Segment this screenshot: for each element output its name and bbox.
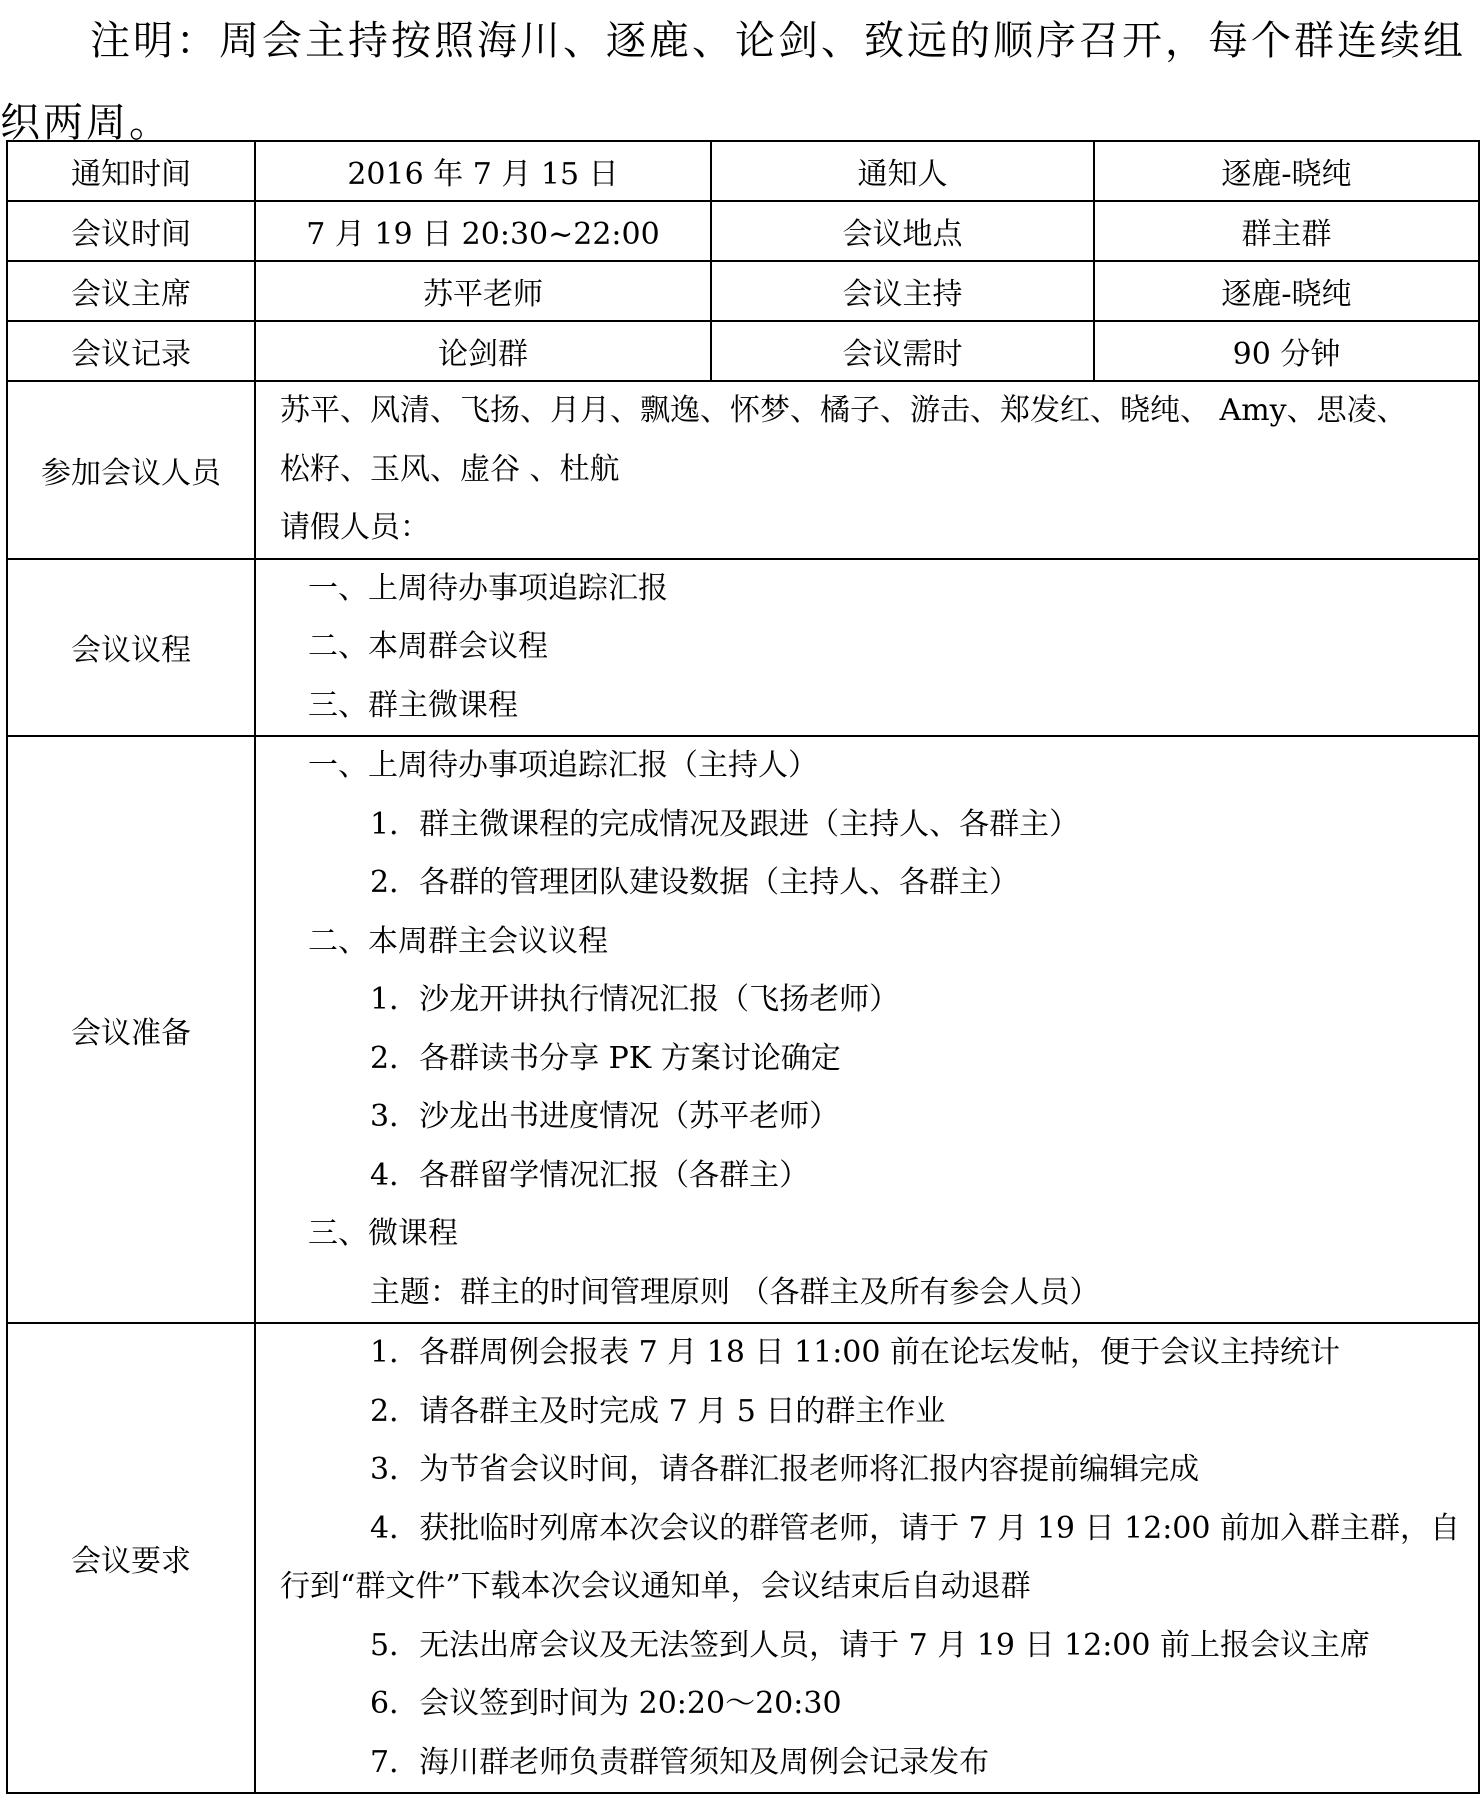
agenda-item: 一、上周待办事项追踪汇报	[308, 570, 668, 606]
host-value: 逐鹿-晓纯	[1094, 261, 1479, 321]
notifier-label: 通知人	[711, 141, 1094, 201]
requirement-item: 1．各群周例会报表 7 月 18 日 11:00 前在论坛发帖，便于会议主持统计	[370, 1335, 1341, 1370]
prep-item: 3．沙龙出书进度情况（苏平老师）	[370, 1099, 840, 1134]
row-notice-time	[7, 141, 1479, 201]
record-label: 会议记录	[7, 321, 255, 381]
requirement-item-continued: 行到“群文件”下载本次会议通知单，会议结束后自动退群	[280, 1569, 1031, 1604]
attendees-line-2: 松籽、玉风、虚谷 、杜航	[280, 451, 620, 487]
requirement-item: 5．无法出席会议及无法签到人员，请于 7 月 19 日 12:00 前上报会议主席	[370, 1627, 1371, 1663]
host-label: 会议主持	[711, 261, 1094, 321]
row-agenda	[7, 559, 1479, 737]
prep-item: 4．各群留学情况汇报（各群主）	[370, 1157, 810, 1193]
chair-value: 苏平老师	[255, 261, 711, 321]
meeting-place-label: 会议地点	[711, 201, 1094, 261]
row-preparation	[7, 736, 1479, 1323]
row-record	[7, 321, 1479, 381]
prep-topic: 主题：群主的时间管理原则 （各群主及所有参会人员）	[370, 1274, 1100, 1310]
meeting-place-value: 群主群	[1094, 201, 1479, 261]
agenda-label: 会议议程	[7, 559, 255, 737]
note-text: 注明：周会主持按照海川、逐鹿、论剑、致远的顺序召开，每个群连续组织两周。	[0, 18, 1466, 146]
duration-value: 90 分钟	[1094, 321, 1479, 381]
preparation-cell	[255, 736, 1479, 1323]
attendees-label: 参加会议人员	[7, 381, 255, 559]
prep-section-2: 二、本周群主会议议程	[308, 923, 608, 959]
notice-time-label: 通知时间	[7, 141, 255, 201]
meeting-time-label: 会议时间	[7, 201, 255, 261]
preparation-label: 会议准备	[7, 736, 255, 1323]
prep-item: 1．沙龙开讲执行情况汇报（飞扬老师）	[370, 982, 900, 1017]
prep-item: 2．各群读书分享 PK 方案讨论确定	[370, 1040, 841, 1076]
notifier-value: 逐鹿-晓纯	[1094, 141, 1479, 201]
row-chair	[7, 261, 1479, 321]
row-attendees	[7, 381, 1479, 559]
prep-section-3: 三、微课程	[308, 1216, 458, 1251]
record-value: 论剑群	[255, 321, 711, 381]
notice-time-value: 2016 年 7 月 15 日	[255, 141, 711, 201]
prep-item: 2．各群的管理团队建设数据（主持人、各群主）	[370, 865, 1020, 900]
attendees-cell	[255, 381, 1479, 559]
attendees-line-1: 苏平、风清、飞扬、月月、飘逸、怀梦、橘子、游击、郑发红、晓纯、 Amy、思凌、	[280, 393, 1407, 428]
agenda-item: 三、群主微课程	[308, 687, 518, 723]
requirement-item: 3．为节省会议时间，请各群汇报老师将汇报内容提前编辑完成	[370, 1452, 1200, 1487]
prep-section-1: 一、上周待办事项追踪汇报（主持人）	[308, 748, 818, 783]
agenda-cell	[255, 559, 1479, 737]
requirement-item: 2．请各群主及时完成 7 月 5 日的群主作业	[370, 1393, 946, 1429]
row-requirements	[7, 1323, 1479, 1793]
meeting-notice-table	[6, 140, 1480, 1794]
prep-item: 1．群主微课程的完成情况及跟进（主持人、各群主）	[370, 806, 1080, 842]
requirement-item: 7．海川群老师负责群管须知及周例会记录发布	[370, 1744, 990, 1780]
meeting-time-value: 7 月 19 日 20:30~22:00	[255, 201, 711, 261]
row-meeting-time	[7, 201, 1479, 261]
requirement-item: 4．获批临时列席本次会议的群管老师，请于 7 月 19 日 12:00 前加入群主群，自	[370, 1510, 1461, 1546]
chair-label: 会议主席	[7, 261, 255, 321]
duration-label: 会议需时	[711, 321, 1094, 381]
requirements-label: 会议要求	[7, 1323, 255, 1793]
requirements-cell	[255, 1323, 1479, 1793]
requirement-item: 6．会议签到时间为 20:20～20:30	[370, 1686, 842, 1721]
leave-line: 请假人员：	[280, 510, 430, 545]
agenda-item: 二、本周群会议程	[308, 629, 548, 664]
